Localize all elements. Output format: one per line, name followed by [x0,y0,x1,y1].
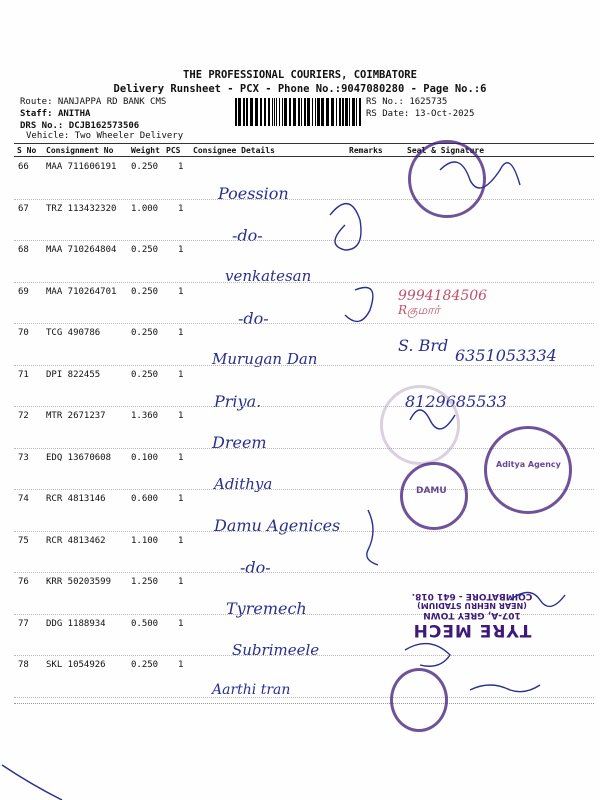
row-consignment-no: TRZ 113432320 [46,203,117,214]
row-sno: 66 [18,162,29,172]
tyre-stamp-line2: (NEAR NEHRU STADIUM) [417,601,527,610]
remark-phone-1: 9994184506 [398,288,488,304]
row-sno: 78 [18,660,29,670]
row-consignment-no: KRR 50203599 [46,577,112,587]
col-consignment: Consignment No [46,146,114,155]
row-consignment-no: EDQ 13670608 [46,452,112,463]
row-pcs: 1 [178,577,184,587]
col-weight: Weight [131,146,160,155]
signature-stroke-2 [345,288,373,322]
signature-stroke-7 [405,644,450,667]
col-pcs: PCS [166,146,181,155]
row-weight: 0.100 [131,452,159,463]
row-pcs: 1 [178,369,184,380]
signature-stroke-6 [510,593,565,607]
row-consignment-no: MAA 711606191 [46,162,117,172]
row-sno: 68 [18,245,29,255]
row-sno: 70 [18,328,29,338]
signature-brd: S. Brd [398,336,449,355]
signature-stroke-1 [330,204,361,250]
row-consignment-no: RCR 4813146 [46,494,106,504]
row-sno: 77 [18,618,29,629]
row-consignee-handwritten: -do- [232,225,263,245]
rs-number: RS No.: 1625735 [366,97,448,107]
row-sno: 71 [18,369,29,380]
row-consignee-handwritten: Poession [218,184,289,203]
row-sno: 74 [18,494,29,504]
row-pcs: 1 [178,286,184,297]
row-pcs: 1 [178,411,184,421]
row-consignee-handwritten: Adithya [214,474,273,493]
row-weight: 0.250 [131,660,159,670]
row-pcs: 1 [178,452,184,463]
row-pcs: 1 [178,494,184,504]
row-pcs: 1 [178,660,184,670]
row-consignee-handwritten: -do- [240,557,271,577]
remark-phone-3: 8129685533 [405,392,507,411]
col-remarks: Remarks [349,146,383,155]
row-consignment-no: TCG 490786 [46,328,101,338]
row-consignee-handwritten: Subrimeele [232,640,320,659]
row-consignee-handwritten: Murugan Dan [212,350,318,368]
tyre-stamp-line3: COIMBATORE - 641 018. [411,591,533,601]
drs-number: DCJB162573506 [68,121,140,131]
row-consignee-handwritten: Priya. [214,391,262,411]
row-weight: 1.360 [131,411,159,421]
signature-stroke-8 [470,685,540,692]
row-consignment-no: MAA 710264701 [46,286,117,297]
row-weight: 0.250 [131,162,159,172]
row-consignee-handwritten: Damu Agenices [214,516,341,535]
signature-stroke-4 [440,162,520,188]
row-consignee-handwritten: Aarthi tran [212,682,291,698]
route-info: Route: NANJAPPA RD BANK CMS [20,97,167,107]
row-consignee-handwritten: Tyremech [226,599,307,618]
row-weight: 1.000 [131,203,159,214]
remark-phone-2: 6351053334 [455,346,557,365]
row-pcs: 1 [178,245,184,255]
signature-stroke-3 [367,510,378,565]
row-sno: 69 [18,286,29,297]
stamp-damu-text: DAMU [416,486,447,496]
row-weight: 0.500 [131,618,159,629]
rs-date: RS Date: 13-Oct-2025 [366,109,475,119]
row-sno: 73 [18,452,29,463]
row-pcs: 1 [178,162,184,172]
col-sno: S No [17,146,37,155]
row-consignment-no: MTR 2671237 [46,411,106,421]
row-pcs: 1 [178,203,184,214]
row-weight: 0.250 [131,328,159,338]
stamp-aditya-text: Aditya Agency [496,460,561,469]
row-weight: 1.100 [131,535,159,546]
row-sno: 67 [18,203,29,214]
row-consignee-handwritten: venkatesan [225,267,312,285]
row-weight: 0.250 [131,286,159,297]
row-pcs: 1 [178,535,184,546]
row-weight: 0.600 [131,494,159,504]
row-consignee-handwritten: -do- [238,308,269,328]
company-title: THE PROFESSIONAL COURIERS, COIMBATORE [183,69,417,81]
drs-label: DRS No.: [20,121,64,131]
row-consignment-no: MAA 710264804 [46,245,117,255]
runsheet-title: Delivery Runsheet - PCX - Phone No.:9047080280 - Page No.:6 [113,83,487,95]
remark-name-1: Rகுமார் [398,303,440,317]
row-consignment-no: SKL 1054926 [46,660,106,670]
row-consignee-handwritten: Dreem [212,433,267,452]
corner-mark [2,765,62,800]
row-weight: 1.250 [131,577,159,587]
col-seal: Seal & Signature [407,146,485,155]
row-sno: 72 [18,411,29,421]
col-consignee: Consignee Details [193,146,275,155]
row-pcs: 1 [178,618,184,629]
row-weight: 0.250 [131,369,159,380]
tyre-stamp-title: TYRE MECH [412,620,532,640]
row-pcs: 1 [178,328,184,338]
row-weight: 0.250 [131,245,159,255]
row-consignment-no: DPI 822455 [46,369,101,380]
vehicle-info: Vehicle: Two Wheeler Delivery [26,131,184,141]
row-consignment-no: RCR 4813462 [46,535,106,546]
signature-stroke-5 [410,410,455,429]
row-sno: 75 [18,535,29,546]
row-sno: 76 [18,577,29,587]
tyre-stamp-line1: 107-A, GREY TOWN [423,610,521,620]
row-consignment-no: DDG 1188934 [46,618,106,629]
staff-label: Staff: [20,109,53,119]
staff-name: ANITHA [57,109,91,119]
